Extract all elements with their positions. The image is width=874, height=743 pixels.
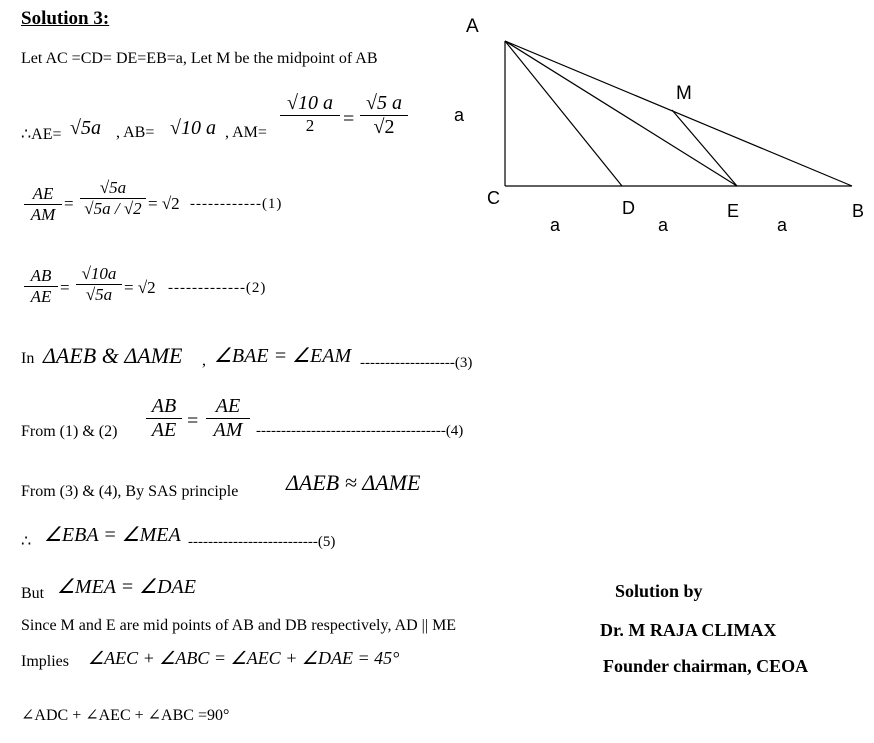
eq2-result: = √2 <box>124 278 156 297</box>
eq1-rhs-num: √5a <box>80 178 146 199</box>
segment-cd-length: a <box>550 215 561 235</box>
eq4-f2-num: AE <box>206 395 250 419</box>
am-fraction-2-den: √2 <box>373 116 395 138</box>
given-statement: Let AC =CD= DE=EB=a, Let M be the midpoint of AB <box>21 50 378 67</box>
am-fraction-1-den: 2 <box>305 116 315 135</box>
eq2-rhs-den: √5a <box>85 285 113 304</box>
eq2-lhs-den: AE <box>30 287 52 306</box>
eq2-rhs-num: √10a <box>76 264 122 285</box>
eq2-tag: -------------(2) <box>168 280 267 296</box>
segment-eb-length: a <box>777 215 788 235</box>
eq3-tag: -------------------(3) <box>360 355 473 371</box>
eq1-tag: ------------(1) <box>190 196 283 212</box>
ab-value: √10 a <box>170 117 216 139</box>
ab-label: , AB= <box>116 124 155 141</box>
eq4-prefix: From (1) & (2) <box>21 423 118 440</box>
ae-value: √5a <box>70 117 101 139</box>
am-equals: = <box>343 108 355 130</box>
am-label: , AM= <box>225 124 267 141</box>
am-fraction-2-num: √5 a <box>360 92 408 116</box>
eq4-f1-num: AB <box>146 395 182 419</box>
point-e-label: E <box>727 201 740 221</box>
eq5-tag: --------------------------(5) <box>188 534 336 550</box>
am-fraction-1-num: √10 a <box>280 92 340 116</box>
segment-ae <box>505 41 737 186</box>
segment-me <box>672 110 737 186</box>
eq1-lhs-den: AM <box>30 205 56 224</box>
but-prefix: But <box>21 585 45 602</box>
eq5-angles: ∠EBA = ∠MEA <box>44 524 181 546</box>
vertex-b-label: B <box>852 201 865 221</box>
side-ac-length: a <box>454 105 465 125</box>
vertex-c-label: C <box>487 188 500 208</box>
implies-expr: ∠AEC + ∠ABC = ∠AEC + ∠DAE = 45° <box>88 648 400 668</box>
eq3-angles: ∠BAE = ∠EAM <box>214 345 352 367</box>
vertex-a-label: A <box>466 16 479 37</box>
eq1-result: = √2 <box>148 194 180 213</box>
point-m-label: M <box>676 83 692 104</box>
eq4-f2-den: AM <box>213 419 243 441</box>
eq4-tag: --------------------------------------(4) <box>256 423 464 439</box>
eq1-rhs-den: √5a / √2 <box>84 199 142 218</box>
segment-ab <box>505 41 852 186</box>
eq1-lhs-num: AE <box>24 184 62 205</box>
eq5-therefore: ∴ <box>21 533 32 550</box>
segment-de-length: a <box>658 215 669 235</box>
implies-prefix: Implies <box>21 653 69 670</box>
credit-line-1: Solution by <box>615 581 703 601</box>
eq4-f1-den: AE <box>151 419 177 441</box>
since-line: Since M and E are mid points of AB and DB respectively, AD || ME <box>21 617 457 634</box>
eq2-lhs-num: AB <box>24 266 58 287</box>
segment-ad <box>505 41 622 186</box>
therefore-ae-label: ∴AE= <box>21 126 62 143</box>
but-angles: ∠MEA = ∠DAE <box>57 576 196 598</box>
credit-line-2: Dr. M RAJA CLIMAX <box>600 620 777 640</box>
final-line: ∠ADC + ∠AEC + ∠ABC =90° <box>21 707 230 724</box>
eq3-triangles: ΔAEB & ΔAME <box>43 343 183 368</box>
sas-prefix: From (3) & (4), By SAS principle <box>21 483 239 500</box>
point-d-label: D <box>622 198 635 218</box>
solution-heading: Solution 3: <box>21 8 110 29</box>
eq3-prefix: In <box>21 350 35 367</box>
similar-triangles: ΔAEB ≈ ΔAME <box>286 470 421 495</box>
credit-line-3: Founder chairman, CEOA <box>603 656 809 676</box>
